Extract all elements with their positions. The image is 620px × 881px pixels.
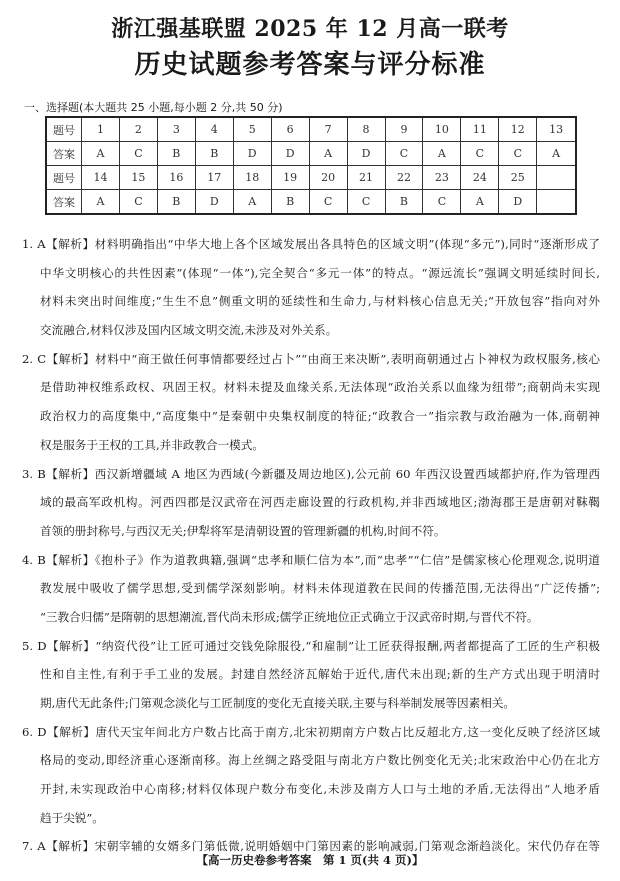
table-cell: D (499, 190, 537, 215)
table-cell: A (309, 142, 347, 166)
explanation-line: 3. B【解析】西汉新增疆域 A 地区为西域(今新疆及周边地区),公元前 60 年西汉设置西域都护府,作为管理西 (22, 466, 600, 481)
row-label: 答案 (46, 190, 82, 215)
table-cell: 21 (347, 166, 385, 190)
table-cell: 24 (461, 166, 499, 190)
exam-title: 浙江强基联盟 2025 年 12 月高一联考 (111, 16, 509, 42)
explanation-line: “三教合归儒”是隋朝的思想潮流,晋代尚未形成;儒学正统地位正式确立于汉武帝时期,与晋代不符。 (40, 609, 539, 624)
table-cell: 15 (119, 166, 157, 190)
table-cell: A (423, 142, 461, 166)
explanation-line: 是借助神权维系政权、巩固王权。材料未提及血缘关系,无法体现“政治关系以血缘为纽带”;商朝尚未实现 (40, 380, 600, 395)
explanation-line: 交流融合,材料仅涉及国内区域文明交流,未涉及对外关系。 (40, 323, 338, 338)
table-cell: 7 (309, 117, 347, 142)
row-label: 题号 (46, 117, 82, 142)
explanation-item (22, 230, 600, 345)
explanation-line: 趋于尖锐”。 (40, 810, 104, 825)
explanation-line: 权是服务于王权的工具,并非政教合一模式。 (40, 437, 264, 452)
table-cell: C (461, 142, 499, 166)
explanations (22, 230, 600, 861)
table-row (46, 166, 576, 190)
row-label: 题号 (46, 166, 82, 190)
table-cell: C (385, 142, 423, 166)
table-cell: D (271, 142, 309, 166)
explanation-line: 格局的变动,即经济重心逐渐南移。海上丝绸之路受阻与南北方户数比例变化无关;北宋政治中心仍在北方 (40, 753, 600, 768)
explanation-line: 首领的册封称号,与西汉无关;伊犁将军是清朝设置的管理新疆的机构,时间不符。 (40, 523, 446, 538)
table-row (46, 190, 576, 215)
table-cell: C (309, 190, 347, 215)
table-cell: 20 (309, 166, 347, 190)
table-cell: 14 (82, 166, 120, 190)
table-row (46, 117, 576, 142)
table-cell: 19 (271, 166, 309, 190)
table-cell: B (195, 142, 233, 166)
table-cell: 5 (233, 117, 271, 142)
table-cell: 2 (119, 117, 157, 142)
table-cell: 18 (233, 166, 271, 190)
table-cell: A (82, 190, 120, 215)
explanation-line: 2. C【解析】材料中“商王做任何事情都要经过占卜”“由商王来决断”,表明商朝通过占卜神权为政权服务,核心 (22, 351, 600, 366)
table-cell: C (119, 142, 157, 166)
explanation-line: 6. D【解析】唐代天宝年间北方户数占比高于南方,北宋初期南方户数占比反超北方,这一变化反映了经济区域 (22, 724, 600, 739)
table-cell: 1 (82, 117, 120, 142)
explanation-line: 期,唐代无此条件;门第观念淡化与工匠制度的变化无直接关联,主要与科举制发展等因素相关。 (40, 696, 516, 710)
table-cell: A (233, 190, 271, 215)
table-cell: B (157, 190, 195, 215)
section-heading: 一、选择题(本大题共 25 小题,每小题 2 分,共 50 分) (24, 101, 283, 114)
table-cell: 8 (347, 117, 385, 142)
table-cell (537, 190, 576, 215)
table-cell: D (347, 142, 385, 166)
explanation-line: 5. D【解析】“纳资代役”让工匠可通过交钱免除服役,“和雇制”让工匠获得报酬,两者都提高了工匠的生产积极 (22, 638, 600, 653)
table-cell: 13 (537, 117, 576, 142)
table-cell: 22 (385, 166, 423, 190)
explanation-line: 域的最高军政机构。河西四郡是汉武帝在河西走廊设置的行政机构,并非西域地区;渤海郡王是唐朝对靺鞨 (40, 495, 600, 510)
explanation-item (22, 345, 600, 460)
explanation-item (22, 632, 600, 718)
explanation-line: 教发展中吸收了儒学思想,受到儒学深刻影响。材料未体现道教在民间的传播范围,无法得出“广泛传播”; (40, 581, 600, 596)
table-cell: B (157, 142, 195, 166)
table-cell: A (82, 142, 120, 166)
table-cell: D (233, 142, 271, 166)
row-label: 答案 (46, 142, 82, 166)
table-row (46, 142, 576, 166)
explanation-item (22, 546, 600, 632)
explanation-line: 1. A【解析】材料明确指出“中华大地上各个区域发展出各具特色的区域文明”(体现“多元”),同时“逐渐形成了 (22, 237, 600, 251)
table-cell: 4 (195, 117, 233, 142)
explanation-line: 4. B【解析】《抱朴子》作为道教典籍,强调“忠孝和顺仁信为本”,而“忠孝”“仁信”是儒家核心伦理观念,说明道 (22, 552, 600, 567)
explanation-line: 性和自主性,有利于手工业的发展。封建自然经济瓦解始于近代,唐代未出现;新的生产方式出现于明清时 (40, 667, 600, 682)
document-subtitle: 历史试题参考答案与评分标准 (134, 50, 486, 80)
table-cell: 12 (499, 117, 537, 142)
table-cell: 9 (385, 117, 423, 142)
table-cell: D (195, 190, 233, 215)
table-cell: 11 (461, 117, 499, 142)
table-cell: C (347, 190, 385, 215)
table-cell: B (271, 190, 309, 215)
table-cell: C (423, 190, 461, 215)
table-cell: 10 (423, 117, 461, 142)
table-cell: 25 (499, 166, 537, 190)
explanation-item (22, 718, 600, 833)
explanation-line: 材料未突出时间维度;“生生不息”侧重文明的延续性和生命力,与材料核心信息无关;“开放包容”指向对外 (40, 294, 600, 309)
table-cell: 3 (157, 117, 195, 142)
table-cell: C (119, 190, 157, 215)
answer-table (45, 116, 577, 215)
explanation-item (22, 460, 600, 546)
table-cell (537, 166, 576, 190)
table-cell: 16 (157, 166, 195, 190)
table-cell: A (537, 142, 576, 166)
table-cell: B (385, 190, 423, 215)
table-cell: C (499, 142, 537, 166)
table-cell: A (461, 190, 499, 215)
explanation-line: 中华文明核心的共性因素”(体现“一体”),完全契合“多元一体”的特点。“源远流长”强调文明延续时间长, (40, 265, 600, 280)
table-cell: 17 (195, 166, 233, 190)
page-footer: 【高一历史卷参考答案 第 1 页(共 4 页)】 (196, 853, 424, 867)
explanation-line: 7. A【解析】宋朝宰辅的女婿多门第低微,说明婚姻中门第因素的影响减弱,门第观念渐趋淡化。宋代仍存在等 (22, 839, 600, 854)
table-cell: 23 (423, 166, 461, 190)
table-cell: 6 (271, 117, 309, 142)
explanation-line: 开封,未实现政治中心南移;材料仅体现户数分布变化,未涉及南方人口与土地的矛盾,无法得出“人地矛盾 (40, 782, 600, 797)
explanation-line: 政治权力的高度集中,“高度集中”是秦朝中央集权制度的特征;“政教合一”指宗教与政治融为一体,商朝神 (40, 409, 600, 424)
